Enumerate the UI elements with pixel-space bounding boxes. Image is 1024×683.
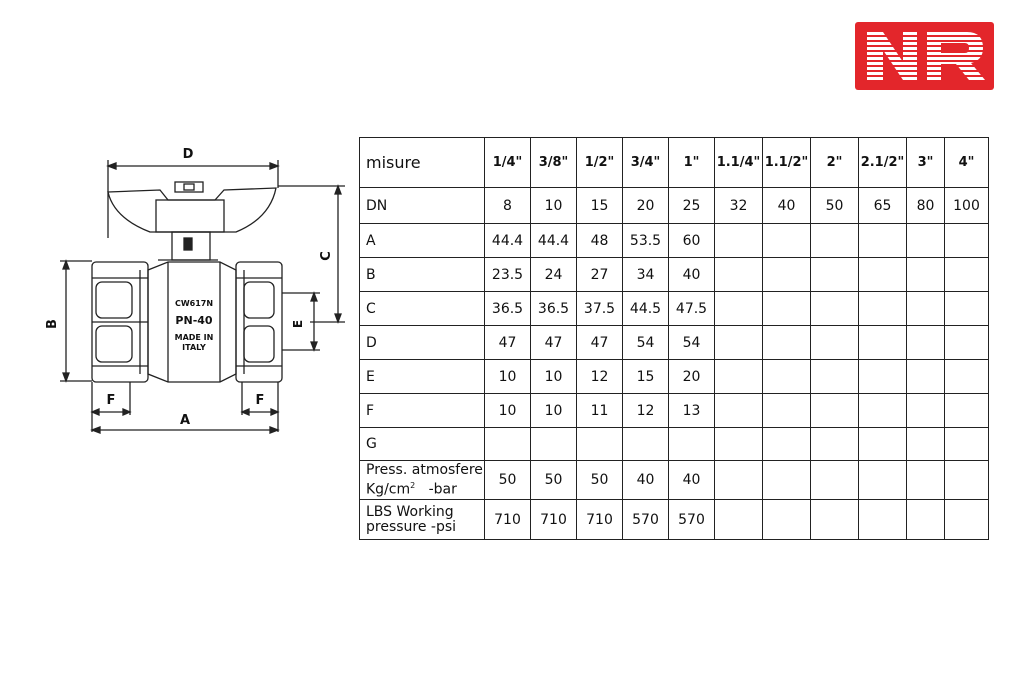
table-cell — [859, 394, 907, 428]
table-cell — [907, 428, 945, 461]
table-cell: 10 — [531, 394, 577, 428]
table-cell: 60 — [669, 224, 715, 258]
table-cell: 50 — [811, 188, 859, 224]
table-cell — [763, 461, 811, 500]
table-cell — [859, 258, 907, 292]
table-cell — [715, 360, 763, 394]
table-cell: 37.5 — [577, 292, 623, 326]
row-label: A — [360, 224, 485, 258]
table-cell: 36.5 — [531, 292, 577, 326]
table-cell — [811, 258, 859, 292]
row-label: DN — [360, 188, 485, 224]
table-cell: 710 — [531, 500, 577, 540]
row-label — [360, 500, 485, 540]
table-cell — [715, 224, 763, 258]
table-row — [360, 394, 989, 428]
table-cell — [945, 500, 989, 540]
table-cell: 47.5 — [669, 292, 715, 326]
size-cell: 1/2" — [577, 138, 623, 188]
pressure-unit-exponent: 2 — [410, 480, 416, 490]
table-cell: 15 — [623, 360, 669, 394]
header-label: misure — [360, 138, 485, 188]
body-marking-country: ITALY — [182, 343, 206, 352]
table-cell — [811, 461, 859, 500]
size-cell: 1.1/4" — [715, 138, 763, 188]
table-cell: 25 — [669, 188, 715, 224]
size-cell: 3/8" — [531, 138, 577, 188]
table-cell — [945, 360, 989, 394]
table-cell — [763, 500, 811, 540]
table-cell — [945, 326, 989, 360]
table-cell: 50 — [485, 461, 531, 500]
table-cell: 40 — [669, 258, 715, 292]
table-cell: 10 — [485, 360, 531, 394]
table-row — [360, 500, 989, 540]
table-cell: 53.5 — [623, 224, 669, 258]
table-cell: 44.4 — [485, 224, 531, 258]
spec-table — [359, 137, 989, 540]
table-cell: 44.5 — [623, 292, 669, 326]
pressure-label-line2 — [366, 478, 484, 498]
table-cell: 23.5 — [485, 258, 531, 292]
table-row — [360, 428, 989, 461]
table-cell: 50 — [531, 461, 577, 500]
size-cell: 1/4" — [485, 138, 531, 188]
row-label: D — [360, 326, 485, 360]
table-cell: 15 — [577, 188, 623, 224]
table-cell — [945, 292, 989, 326]
table-cell — [907, 394, 945, 428]
size-cell: 1" — [669, 138, 715, 188]
body-marking-pn: PN-40 — [175, 314, 213, 327]
table-cell: 12 — [623, 394, 669, 428]
table-cell — [859, 326, 907, 360]
table-cell — [811, 394, 859, 428]
dim-label-d: D — [182, 147, 194, 162]
table-row — [360, 461, 989, 500]
table-cell: 50 — [577, 461, 623, 500]
table-cell — [907, 500, 945, 540]
pressure-unit-bar: -bar — [415, 481, 457, 498]
dim-label-e: E — [291, 319, 305, 329]
table-cell — [811, 326, 859, 360]
table-cell — [945, 258, 989, 292]
table-cell — [715, 461, 763, 500]
psi-label-line1: LBS Working — [366, 503, 454, 520]
table-cell: 10 — [531, 360, 577, 394]
table-cell — [907, 292, 945, 326]
table-cell: 11 — [577, 394, 623, 428]
table-cell: 47 — [577, 326, 623, 360]
table-cell: 47 — [531, 326, 577, 360]
table-cell — [811, 292, 859, 326]
body-marking-made-in: MADE IN — [174, 333, 214, 342]
pressure-unit: Kg/cm — [366, 481, 411, 498]
size-cell: 1.1/2" — [763, 138, 811, 188]
dim-label-c: C — [319, 251, 334, 261]
row-label: G — [360, 428, 485, 461]
table-cell — [715, 500, 763, 540]
row-label — [360, 461, 485, 500]
pressure-label-line1: Press. atmosfere — [366, 461, 483, 478]
table-cell: 27 — [577, 258, 623, 292]
table-cell — [763, 428, 811, 461]
table-cell — [623, 428, 669, 461]
table-cell — [715, 428, 763, 461]
table-cell — [763, 326, 811, 360]
table-cell: 8 — [485, 188, 531, 224]
dim-label-a: A — [179, 413, 191, 428]
table-cell — [907, 461, 945, 500]
dim-label-f-left: F — [106, 393, 116, 408]
table-cell: 80 — [907, 188, 945, 224]
table-cell: 10 — [485, 394, 531, 428]
table-cell — [485, 428, 531, 461]
table-cell — [811, 224, 859, 258]
table-cell — [945, 394, 989, 428]
table-cell — [859, 428, 907, 461]
row-label: C — [360, 292, 485, 326]
table-cell — [859, 461, 907, 500]
table-cell: 570 — [669, 500, 715, 540]
table-cell: 20 — [669, 360, 715, 394]
table-cell — [907, 326, 945, 360]
table-row — [360, 188, 989, 224]
table-cell: 48 — [577, 224, 623, 258]
size-cell: 3/4" — [623, 138, 669, 188]
table-cell: 12 — [577, 360, 623, 394]
table-cell — [715, 326, 763, 360]
psi-label-line2: pressure -psi — [366, 518, 457, 535]
size-cell: 2" — [811, 138, 859, 188]
table-cell — [811, 360, 859, 394]
size-cell: 4" — [945, 138, 989, 188]
table-row — [360, 326, 989, 360]
body-marking-material: CW617N — [174, 299, 214, 308]
table-cell: 40 — [763, 188, 811, 224]
size-cell: 2.1/2" — [859, 138, 907, 188]
table-row — [360, 360, 989, 394]
table-cell — [859, 292, 907, 326]
table-cell: 100 — [945, 188, 989, 224]
table-cell: 44.4 — [531, 224, 577, 258]
table-cell — [531, 428, 577, 461]
table-cell — [907, 224, 945, 258]
table-cell: 10 — [531, 188, 577, 224]
table-cell — [907, 258, 945, 292]
table-row — [360, 258, 989, 292]
table-cell — [859, 360, 907, 394]
table-cell — [763, 292, 811, 326]
dim-label-b: B — [45, 319, 60, 329]
table-cell: 710 — [577, 500, 623, 540]
table-cell: 40 — [669, 461, 715, 500]
row-label: F — [360, 394, 485, 428]
row-label: E — [360, 360, 485, 394]
table-cell: 32 — [715, 188, 763, 224]
table-cell — [715, 292, 763, 326]
table-cell — [811, 500, 859, 540]
row-label: B — [360, 258, 485, 292]
table-cell: 34 — [623, 258, 669, 292]
table-cell — [763, 360, 811, 394]
table-cell: 65 — [859, 188, 907, 224]
table-cell: 54 — [669, 326, 715, 360]
dim-label-f-right: F — [255, 393, 265, 408]
table-cell — [763, 258, 811, 292]
table-cell — [945, 224, 989, 258]
table-cell: 24 — [531, 258, 577, 292]
table-cell — [907, 360, 945, 394]
table-cell: 710 — [485, 500, 531, 540]
table-cell: 40 — [623, 461, 669, 500]
table-cell: 54 — [623, 326, 669, 360]
table-cell — [945, 428, 989, 461]
table-cell — [669, 428, 715, 461]
valve-drawing — [40, 140, 360, 450]
table-cell — [715, 258, 763, 292]
table-cell — [945, 461, 989, 500]
table-cell — [811, 428, 859, 461]
brand-logo — [855, 22, 994, 90]
size-cell: 3" — [907, 138, 945, 188]
table-cell — [859, 224, 907, 258]
table-cell: 570 — [623, 500, 669, 540]
table-cell: 13 — [669, 394, 715, 428]
table-cell — [859, 500, 907, 540]
table-cell — [763, 394, 811, 428]
table-row — [360, 292, 989, 326]
table-row — [360, 224, 989, 258]
table-cell — [763, 224, 811, 258]
table-cell: 20 — [623, 188, 669, 224]
table-cell — [715, 394, 763, 428]
table-header-row — [360, 138, 989, 188]
table-cell: 47 — [485, 326, 531, 360]
table-cell — [577, 428, 623, 461]
table-cell: 36.5 — [485, 292, 531, 326]
